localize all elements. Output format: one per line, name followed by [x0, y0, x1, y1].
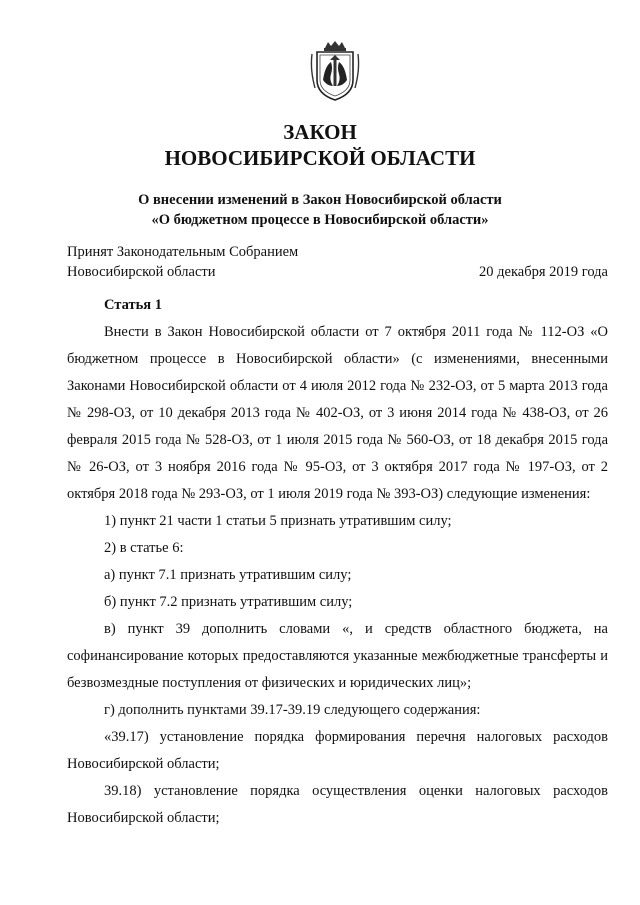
coat-of-arms-icon [309, 40, 361, 102]
law-subject-line2: «О бюджетном процессе в Новосибирской области» [151, 212, 489, 228]
law-subject [0, 190, 640, 230]
paragraph-item-a: а) пункт 7.1 признать утратившим силу; [104, 567, 352, 583]
paragraph-item-1: 1) пункт 21 части 1 статьи 5 признать утратившим силу; [104, 513, 452, 529]
adoption-date: 20 декабря 2019 года [479, 264, 608, 280]
paragraph-item-2: 2) в статье 6: [104, 540, 184, 556]
article-title: Статья 1 [104, 297, 162, 313]
region-title: НОВОСИБИРСКОЙ ОБЛАСТИ [164, 146, 476, 170]
paragraph-39-17: «39.17) установление порядка формирования перечня налоговых расходов Новосибирской области; [67, 729, 608, 772]
paragraph-intro: Внести в Закон Новосибирской области от 7 октября 2011 года № 112-ОЗ «О бюджетном процессе в Новосибирской области» (с изменениями, внесенными Законами Новосибирской области от 4 июля 2012 года № 232-ОЗ, от 5 марта 2013 года № 298-ОЗ, от 10 декабря 2013 года № 402-ОЗ, от 3 июня 2014 года № 438-ОЗ, от 26 февраля 2015 года № 528-ОЗ, от 1 июля 2015 года № 560-ОЗ, от 18 декабря 2015 года № 26-ОЗ, от 3 ноября 2016 года № 95-ОЗ, от 3 октября 2017 года № 197-ОЗ, от 2 октября 2018 года № 293-ОЗ, от 1 июля 2019 года № 393-ОЗ) следующие изменения: [67, 324, 608, 502]
adoption-line2: Новосибирской области [67, 264, 216, 280]
article-1 [67, 292, 608, 832]
paragraph-item-b: б) пункт 7.2 признать утратившим силу; [104, 594, 353, 610]
paragraph-item-v: в) пункт 39 дополнить словами «, и средств областного бюджета, на софинансирование которых предоставляются указанные межбюджетные трансферты и безвозмездные поступления от физических и юридических лиц»; [67, 621, 608, 691]
adoption-line1: Принят Законодательным Собранием [67, 244, 299, 260]
law-title: ЗАКОН [283, 120, 357, 144]
law-subject-line1: О внесении изменений в Закон Новосибирской области [138, 192, 502, 208]
adoption-block [67, 242, 608, 282]
paragraph-item-g: г) дополнить пунктами 39.17-39.19 следующего содержания: [104, 702, 481, 718]
paragraph-39-18: 39.18) установление порядка осуществления оценки налоговых расходов Новосибирской области; [67, 783, 608, 826]
